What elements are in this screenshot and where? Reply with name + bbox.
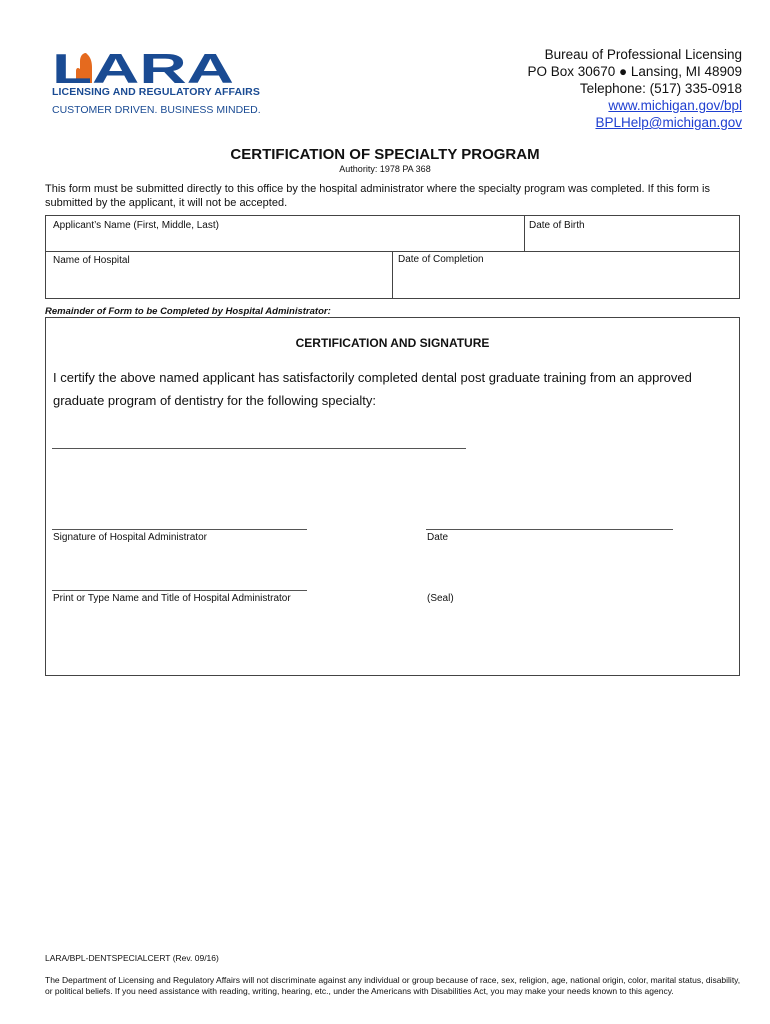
date-label: Date <box>427 532 449 543</box>
table-divider <box>392 251 393 299</box>
certification-title: CERTIFICATION AND SIGNATURE <box>295 336 490 350</box>
logo-tagline-motto: CUSTOMER DRIVEN. BUSINESS MINDED. <box>52 104 261 116</box>
seal-label: (Seal) <box>427 593 454 604</box>
telephone: Telephone: (517) 335-0918 <box>579 81 742 96</box>
form-authority: Authority: 1978 PA 368 <box>339 164 431 174</box>
signature-line[interactable] <box>52 529 307 530</box>
logo-tagline-agency: LICENSING AND REGULATORY AFFAIRS <box>52 86 260 98</box>
date-of-completion-field[interactable]: Date of Completion <box>398 254 484 265</box>
specialty-input-line[interactable] <box>52 448 466 449</box>
certification-statement: I certify the above named applicant has satisfactorily completed dental post graduate training from an approved graduate program of dentistry for the following specialty: <box>53 370 692 408</box>
bureau-name: Bureau of Professional Licensing <box>544 47 742 62</box>
form-code: LARA/BPL-DENTSPECIALCERT (Rev. 09/16) <box>45 953 219 963</box>
email-link[interactable]: BPLHelp@michigan.gov <box>595 115 742 130</box>
website-link[interactable]: www.michigan.gov/bpl <box>608 98 742 113</box>
form-instructions: This form must be submitted directly to this office by the hospital administrator where the specialty program was completed. If this form is submitted by the applicant, it will not be accepted. <box>45 183 710 209</box>
mailing-address: PO Box 30670 ● Lansing, MI 48909 <box>527 64 742 79</box>
non-discrimination-notice: The Department of Licensing and Regulatory Affairs will not discriminate against any individual or group because of race, sex, religion, age, national origin, color, marital status, disability, or political beliefs. If you need assistance with reading, writing, hearing, etc., under the Americans with Disabilities Act, you may make your needs known to this agency. <box>45 975 741 996</box>
applicant-name-field[interactable]: Applicant’s Name (First, Middle, Last) <box>53 220 219 231</box>
print-name-label: Print or Type Name and Title of Hospital Administrator <box>53 593 291 604</box>
administrator-section-note: Remainder of Form to be Completed by Hospital Administrator: <box>45 306 331 317</box>
svg-text:LARA: LARA <box>52 47 234 92</box>
form-title: CERTIFICATION OF SPECIALTY PROGRAM <box>230 146 540 163</box>
date-line[interactable] <box>426 529 673 530</box>
hospital-name-field[interactable]: Name of Hospital <box>53 255 130 266</box>
signature-label: Signature of Hospital Administrator <box>53 532 207 543</box>
print-name-line[interactable] <box>52 590 307 591</box>
date-of-birth-field[interactable]: Date of Birth <box>529 220 585 231</box>
contact-block <box>527 46 742 131</box>
table-divider <box>524 215 525 251</box>
